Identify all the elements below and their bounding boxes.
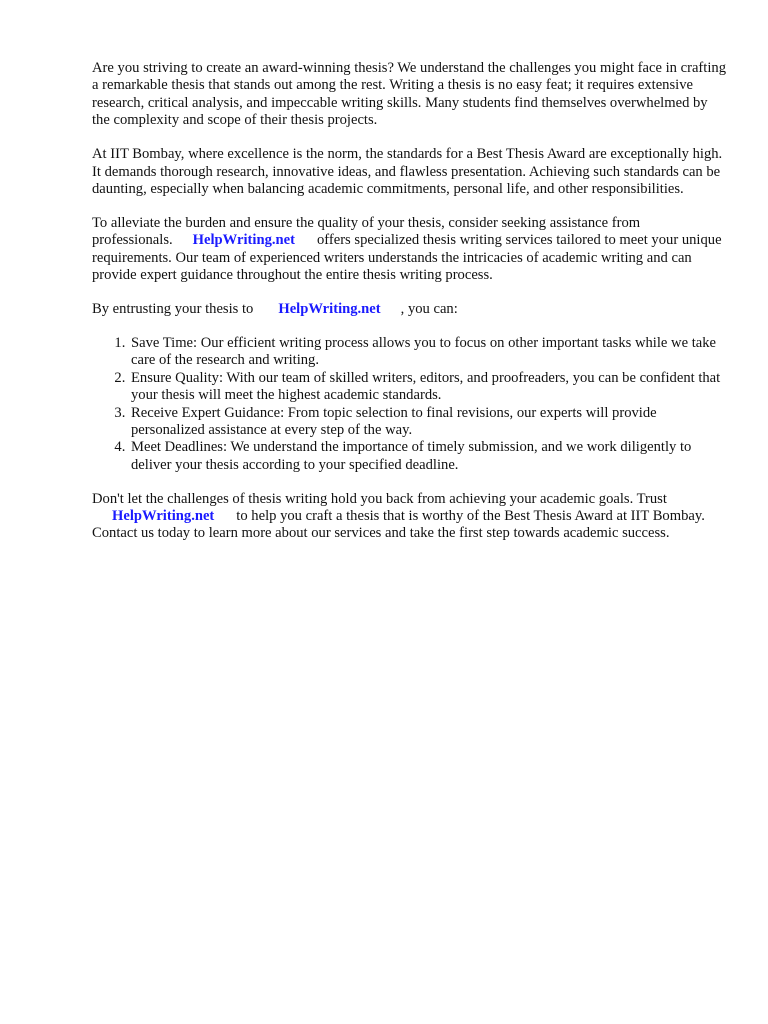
helpwriting-link-1[interactable]: HelpWriting.net <box>192 232 295 249</box>
document-page <box>92 60 726 559</box>
closing-text-before: Don't let the challenges of thesis writing hold you back from achieving your academic goals. Trust <box>92 490 667 507</box>
helpwriting-link-3[interactable]: HelpWriting.net <box>112 508 215 525</box>
closing-paragraph <box>92 491 726 543</box>
alleviate-text-after: offers specialized thesis writing services tailored to meet your unique requirements. Our team of experienced writers understands the intricacies of academic writing and can provide expert guidance throughout the entire thesis writing process. <box>92 232 722 284</box>
closing-text-after: to help you craft a thesis that is worthy of the Best Thesis Award at IIT Bombay. Contact us today to learn more about our services and take the first step towards academic success. <box>92 508 705 542</box>
entrust-text-after: , you can: <box>400 300 458 317</box>
intro-paragraph: Are you striving to create an award-winning thesis? We understand the challenges you might face in crafting a remarkable thesis that stands out among the rest. Writing a thesis is no easy feat; it requires extensive research, critical analysis, and impeccable writing skills. Many students find themselves overwhelmed by the complexity and scope of their thesis projects. <box>92 60 726 129</box>
entrust-paragraph <box>92 301 726 318</box>
list-item: 2. Ensure Quality: With our team of skilled writers, editors, and proofreaders, you can be confident that your thesis will meet the highest academic standards. <box>129 370 726 405</box>
list-item: 4. Meet Deadlines: We understand the importance of timely submission, and we work diligently to deliver your thesis according to your specified deadline. <box>129 439 726 474</box>
alleviate-paragraph <box>92 215 726 285</box>
helpwriting-link-2[interactable]: HelpWriting.net <box>278 300 381 317</box>
iit-paragraph: At IIT Bombay, where excellence is the norm, the standards for a Best Thesis Award are exceptionally high. It demands thorough research, innovative ideas, and flawless presentation. Achieving such standards can be daunting, especially when balancing academic commitments, personal life, and other responsibilities. <box>92 146 723 197</box>
list-item: 3. Receive Expert Guidance: From topic selection to final revisions, our experts will provide personalized assistance at every step of the way. <box>129 405 726 440</box>
list-item: 1. Save Time: Our efficient writing process allows you to focus on other important tasks while we take care of the research and writing. <box>129 335 726 370</box>
entrust-text-before: By entrusting your thesis to <box>92 300 254 317</box>
alleviate-text-before: To alleviate the burden and ensure the quality of your thesis, consider seeking assistance from professionals. <box>92 214 641 249</box>
benefits-list <box>92 335 726 474</box>
